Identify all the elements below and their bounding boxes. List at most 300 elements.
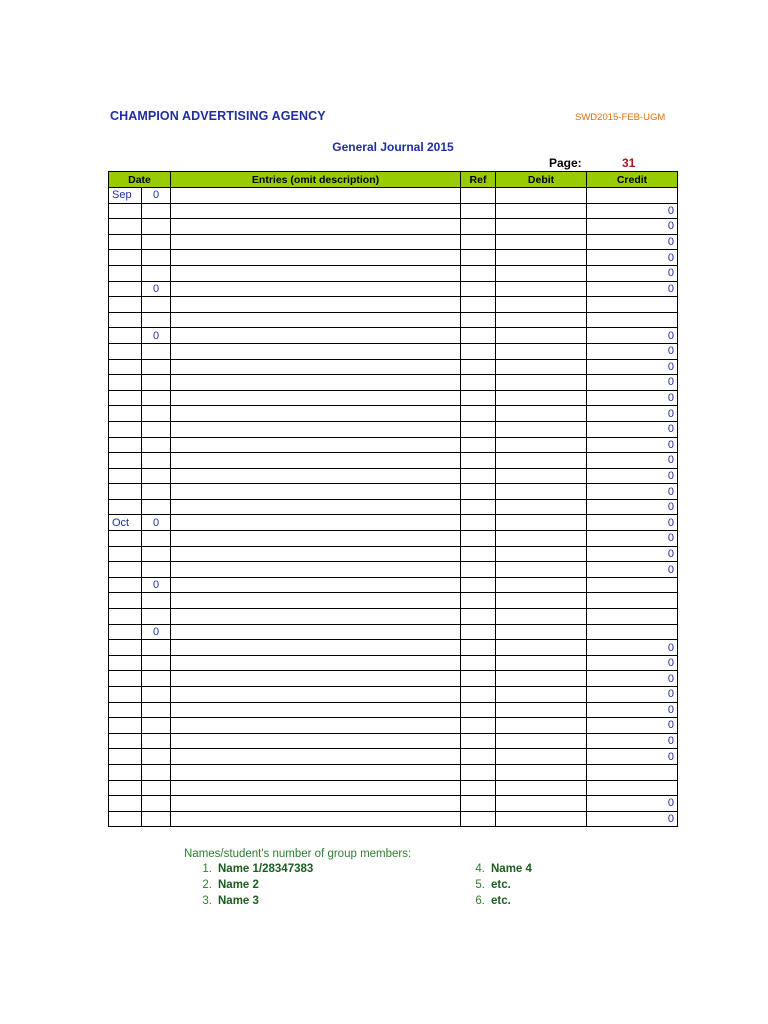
cell-entry[interactable] [171, 265, 461, 281]
cell-debit[interactable] [496, 234, 587, 250]
cell-month[interactable] [109, 265, 142, 281]
cell-month[interactable] [109, 499, 142, 515]
cell-month[interactable] [109, 780, 142, 796]
cell-credit[interactable]: 0 [587, 546, 678, 562]
table-row [109, 546, 678, 562]
cell-ref[interactable] [461, 733, 496, 749]
cell-month[interactable] [109, 343, 142, 359]
cell-day[interactable] [142, 687, 171, 703]
cell-month[interactable] [109, 453, 142, 469]
cell-debit[interactable] [496, 640, 587, 656]
cell-ref[interactable] [461, 546, 496, 562]
cell-credit[interactable]: 0 [587, 562, 678, 578]
cell-credit[interactable]: 0 [587, 499, 678, 515]
cell-month[interactable] [109, 811, 142, 827]
cell-month[interactable] [109, 359, 142, 375]
cell-month[interactable] [109, 593, 142, 609]
cell-credit[interactable]: 0 [587, 234, 678, 250]
cell-debit[interactable] [496, 297, 587, 313]
cell-ref[interactable] [461, 328, 496, 344]
cell-ref[interactable] [461, 609, 496, 625]
cell-credit[interactable]: 0 [587, 219, 678, 235]
cell-entry[interactable] [171, 312, 461, 328]
cell-entry[interactable] [171, 780, 461, 796]
cell-month[interactable] [109, 390, 142, 406]
cell-debit[interactable] [496, 733, 587, 749]
cell-credit[interactable]: 0 [587, 375, 678, 391]
cell-entry[interactable] [171, 203, 461, 219]
cell-entry[interactable] [171, 250, 461, 266]
cell-ref[interactable] [461, 499, 496, 515]
table-row [109, 234, 678, 250]
cell-day[interactable] [142, 297, 171, 313]
cell-debit[interactable] [496, 375, 587, 391]
cell-credit[interactable]: 0 [587, 796, 678, 812]
cell-ref[interactable] [461, 811, 496, 827]
cell-day[interactable] [142, 203, 171, 219]
cell-debit[interactable] [496, 796, 587, 812]
cell-ref[interactable] [461, 375, 496, 391]
cell-ref[interactable] [461, 718, 496, 734]
cell-entry[interactable] [171, 702, 461, 718]
cell-ref[interactable] [461, 265, 496, 281]
cell-month[interactable] [109, 749, 142, 765]
table-row [109, 655, 678, 671]
cell-ref[interactable] [461, 390, 496, 406]
cell-ref[interactable] [461, 297, 496, 313]
cell-month[interactable] [109, 421, 142, 437]
cell-day[interactable] [142, 655, 171, 671]
table-row [109, 437, 678, 453]
member-number: 4. [475, 863, 485, 875]
cell-ref[interactable] [461, 359, 496, 375]
member-number: 3. [202, 895, 212, 907]
table-row [109, 297, 678, 313]
cell-entry[interactable] [171, 718, 461, 734]
cell-debit[interactable] [496, 219, 587, 235]
cell-ref[interactable] [461, 640, 496, 656]
cell-debit[interactable] [496, 468, 587, 484]
table-row [109, 593, 678, 609]
table-row [109, 468, 678, 484]
cell-entry[interactable] [171, 640, 461, 656]
cell-credit[interactable] [587, 312, 678, 328]
cell-debit[interactable] [496, 328, 587, 344]
cell-credit[interactable]: 0 [587, 671, 678, 687]
cell-month[interactable]: Sep [109, 188, 142, 204]
cell-month[interactable] [109, 484, 142, 500]
cell-ref[interactable] [461, 421, 496, 437]
cell-credit[interactable]: 0 [587, 203, 678, 219]
cell-debit[interactable] [496, 624, 587, 640]
cell-day[interactable] [142, 640, 171, 656]
cell-debit[interactable] [496, 421, 587, 437]
cell-debit[interactable] [496, 343, 587, 359]
member-item [184, 895, 259, 907]
cell-entry[interactable] [171, 577, 461, 593]
cell-ref[interactable] [461, 234, 496, 250]
table-row [109, 577, 678, 593]
cell-day[interactable] [142, 749, 171, 765]
cell-entry[interactable] [171, 421, 461, 437]
cell-ref[interactable] [461, 655, 496, 671]
cell-day[interactable] [142, 421, 171, 437]
table-row [109, 375, 678, 391]
cell-month[interactable] [109, 219, 142, 235]
cell-ref[interactable] [461, 203, 496, 219]
cell-ref[interactable] [461, 593, 496, 609]
cell-ref[interactable] [461, 437, 496, 453]
cell-month[interactable] [109, 406, 142, 422]
cell-entry[interactable] [171, 468, 461, 484]
cell-entry[interactable] [171, 562, 461, 578]
cell-credit[interactable]: 0 [587, 687, 678, 703]
cell-day[interactable] [142, 219, 171, 235]
cell-day[interactable] [142, 359, 171, 375]
cell-debit[interactable] [496, 406, 587, 422]
cell-month[interactable] [109, 531, 142, 547]
cell-credit[interactable]: 0 [587, 531, 678, 547]
cell-credit[interactable]: 0 [587, 515, 678, 531]
cell-credit[interactable]: 0 [587, 359, 678, 375]
table-row [109, 796, 678, 812]
cell-ref[interactable] [461, 343, 496, 359]
table-row [109, 328, 678, 344]
cell-day[interactable] [142, 343, 171, 359]
cell-ref[interactable] [461, 453, 496, 469]
cell-entry[interactable] [171, 749, 461, 765]
cell-day[interactable] [142, 811, 171, 827]
cell-entry[interactable] [171, 234, 461, 250]
cell-month[interactable] [109, 687, 142, 703]
cell-month[interactable] [109, 733, 142, 749]
cell-entry[interactable] [171, 655, 461, 671]
cell-ref[interactable] [461, 188, 496, 204]
table-row [109, 265, 678, 281]
cell-debit[interactable] [496, 390, 587, 406]
cell-entry[interactable] [171, 546, 461, 562]
cell-day[interactable] [142, 796, 171, 812]
cell-month[interactable] [109, 546, 142, 562]
cell-entry[interactable] [171, 515, 461, 531]
cell-ref[interactable] [461, 562, 496, 578]
general-journal-table [108, 171, 678, 827]
cell-day[interactable] [142, 250, 171, 266]
cell-credit[interactable]: 0 [587, 281, 678, 297]
cell-day[interactable] [142, 390, 171, 406]
cell-day[interactable] [142, 453, 171, 469]
cell-day[interactable] [142, 546, 171, 562]
cell-ref[interactable] [461, 796, 496, 812]
cell-credit[interactable] [587, 593, 678, 609]
cell-debit[interactable] [496, 718, 587, 734]
table-row [109, 499, 678, 515]
table-row [109, 312, 678, 328]
cell-debit[interactable] [496, 312, 587, 328]
cell-debit[interactable] [496, 437, 587, 453]
cell-day[interactable] [142, 562, 171, 578]
table-row [109, 780, 678, 796]
cell-debit[interactable] [496, 780, 587, 796]
cell-day[interactable] [142, 437, 171, 453]
member-name: Name 3 [218, 895, 259, 907]
table-row [109, 764, 678, 780]
cell-debit[interactable] [496, 265, 587, 281]
table-row [109, 250, 678, 266]
cell-entry[interactable] [171, 811, 461, 827]
cell-day[interactable]: 0 [142, 281, 171, 297]
cell-credit[interactable]: 0 [587, 733, 678, 749]
cell-month[interactable] [109, 250, 142, 266]
cell-ref[interactable] [461, 780, 496, 796]
cell-month[interactable] [109, 718, 142, 734]
cell-day[interactable] [142, 702, 171, 718]
cell-entry[interactable] [171, 219, 461, 235]
cell-credit[interactable]: 0 [587, 343, 678, 359]
cell-day[interactable] [142, 265, 171, 281]
cell-credit[interactable]: 0 [587, 468, 678, 484]
cell-entry[interactable] [171, 359, 461, 375]
cell-credit[interactable] [587, 609, 678, 625]
cell-ref[interactable] [461, 468, 496, 484]
cell-entry[interactable] [171, 406, 461, 422]
cell-debit[interactable] [496, 655, 587, 671]
cell-day[interactable] [142, 609, 171, 625]
cell-entry[interactable] [171, 484, 461, 500]
cell-month[interactable] [109, 764, 142, 780]
cell-month[interactable] [109, 234, 142, 250]
member-item [184, 863, 313, 875]
cell-entry[interactable] [171, 593, 461, 609]
cell-entry[interactable] [171, 390, 461, 406]
cell-day[interactable]: 0 [142, 624, 171, 640]
cell-day[interactable] [142, 406, 171, 422]
cell-credit[interactable]: 0 [587, 484, 678, 500]
cell-entry[interactable] [171, 624, 461, 640]
cell-credit[interactable]: 0 [587, 250, 678, 266]
table-row [109, 453, 678, 469]
cell-ref[interactable] [461, 624, 496, 640]
cell-day[interactable] [142, 780, 171, 796]
cell-entry[interactable] [171, 531, 461, 547]
cell-month[interactable] [109, 203, 142, 219]
cell-credit[interactable]: 0 [587, 421, 678, 437]
cell-credit[interactable]: 0 [587, 655, 678, 671]
table-row [109, 609, 678, 625]
column-header-debit: Debit [496, 172, 587, 188]
cell-credit[interactable] [587, 577, 678, 593]
cell-month[interactable] [109, 702, 142, 718]
cell-debit[interactable] [496, 359, 587, 375]
member-item [457, 895, 511, 907]
cell-debit[interactable] [496, 687, 587, 703]
table-row [109, 749, 678, 765]
cell-month[interactable] [109, 437, 142, 453]
cell-day[interactable] [142, 593, 171, 609]
cell-debit[interactable] [496, 764, 587, 780]
member-name: etc. [491, 879, 511, 891]
members-heading: Names/student's number of group members: [184, 848, 412, 860]
cell-day[interactable]: 0 [142, 188, 171, 204]
cell-month[interactable] [109, 624, 142, 640]
table-row [109, 281, 678, 297]
cell-day[interactable]: 0 [142, 515, 171, 531]
cell-month[interactable]: Oct [109, 515, 142, 531]
cell-debit[interactable] [496, 593, 587, 609]
cell-day[interactable]: 0 [142, 328, 171, 344]
member-number: 1. [202, 863, 212, 875]
cell-debit[interactable] [496, 609, 587, 625]
cell-entry[interactable] [171, 499, 461, 515]
cell-ref[interactable] [461, 577, 496, 593]
member-item [457, 879, 511, 891]
cell-ref[interactable] [461, 515, 496, 531]
cell-debit[interactable] [496, 671, 587, 687]
cell-credit[interactable]: 0 [587, 390, 678, 406]
cell-ref[interactable] [461, 764, 496, 780]
cell-entry[interactable] [171, 764, 461, 780]
member-number: 2. [202, 879, 212, 891]
cell-ref[interactable] [461, 312, 496, 328]
cell-entry[interactable] [171, 188, 461, 204]
cell-debit[interactable] [496, 577, 587, 593]
cell-debit[interactable] [496, 702, 587, 718]
table-row [109, 702, 678, 718]
cell-entry[interactable] [171, 297, 461, 313]
cell-entry[interactable] [171, 343, 461, 359]
member-number: 6. [475, 895, 485, 907]
cell-day[interactable] [142, 375, 171, 391]
cell-credit[interactable]: 0 [587, 406, 678, 422]
cell-debit[interactable] [496, 562, 587, 578]
cell-day[interactable] [142, 764, 171, 780]
column-header-date: Date [109, 172, 171, 188]
cell-credit[interactable]: 0 [587, 640, 678, 656]
table-header-row [109, 172, 678, 188]
cell-ref[interactable] [461, 250, 496, 266]
cell-debit[interactable] [496, 250, 587, 266]
cell-day[interactable] [142, 484, 171, 500]
column-header-ref: Ref [461, 172, 496, 188]
cell-debit[interactable] [496, 531, 587, 547]
cell-ref[interactable] [461, 531, 496, 547]
cell-month[interactable] [109, 312, 142, 328]
cell-credit[interactable]: 0 [587, 811, 678, 827]
cell-day[interactable] [142, 718, 171, 734]
cell-month[interactable] [109, 375, 142, 391]
cell-credit[interactable]: 0 [587, 437, 678, 453]
cell-credit[interactable] [587, 764, 678, 780]
cell-entry[interactable] [171, 281, 461, 297]
cell-entry[interactable] [171, 796, 461, 812]
cell-debit[interactable] [496, 188, 587, 204]
cell-month[interactable] [109, 577, 142, 593]
table-row [109, 687, 678, 703]
cell-month[interactable] [109, 671, 142, 687]
cell-debit[interactable] [496, 484, 587, 500]
table-row [109, 515, 678, 531]
cell-month[interactable] [109, 640, 142, 656]
cell-ref[interactable] [461, 702, 496, 718]
cell-debit[interactable] [496, 281, 587, 297]
page-label: Page: [549, 156, 582, 170]
journal-title: General Journal 2015 [332, 140, 454, 154]
table-row [109, 343, 678, 359]
cell-day[interactable] [142, 468, 171, 484]
cell-debit[interactable] [496, 515, 587, 531]
cell-ref[interactable] [461, 281, 496, 297]
cell-day[interactable] [142, 499, 171, 515]
cell-debit[interactable] [496, 749, 587, 765]
cell-ref[interactable] [461, 687, 496, 703]
cell-credit[interactable]: 0 [587, 265, 678, 281]
cell-day[interactable] [142, 531, 171, 547]
cell-debit[interactable] [496, 546, 587, 562]
cell-entry[interactable] [171, 687, 461, 703]
table-row [109, 671, 678, 687]
cell-month[interactable] [109, 562, 142, 578]
cell-ref[interactable] [461, 484, 496, 500]
table-row [109, 484, 678, 500]
table-row [109, 188, 678, 204]
cell-debit[interactable] [496, 811, 587, 827]
cell-credit[interactable]: 0 [587, 718, 678, 734]
cell-credit[interactable] [587, 780, 678, 796]
cell-month[interactable] [109, 468, 142, 484]
cell-month[interactable] [109, 655, 142, 671]
cell-entry[interactable] [171, 437, 461, 453]
cell-credit[interactable]: 0 [587, 328, 678, 344]
cell-credit[interactable] [587, 624, 678, 640]
cell-credit[interactable]: 0 [587, 702, 678, 718]
table-row [109, 406, 678, 422]
table-row [109, 733, 678, 749]
cell-ref[interactable] [461, 219, 496, 235]
cell-month[interactable] [109, 796, 142, 812]
cell-debit[interactable] [496, 453, 587, 469]
cell-credit[interactable] [587, 188, 678, 204]
cell-month[interactable] [109, 281, 142, 297]
cell-ref[interactable] [461, 406, 496, 422]
cell-day[interactable] [142, 733, 171, 749]
agency-name: CHAMPION ADVERTISING AGENCY [110, 109, 326, 123]
cell-ref[interactable] [461, 671, 496, 687]
cell-entry[interactable] [171, 453, 461, 469]
cell-ref[interactable] [461, 749, 496, 765]
member-number: 5. [475, 879, 485, 891]
column-header-entries: Entries (omit description) [171, 172, 461, 188]
cell-credit[interactable]: 0 [587, 749, 678, 765]
cell-entry[interactable] [171, 375, 461, 391]
cell-day[interactable] [142, 234, 171, 250]
cell-month[interactable] [109, 297, 142, 313]
cell-entry[interactable] [171, 328, 461, 344]
cell-entry[interactable] [171, 671, 461, 687]
cell-month[interactable] [109, 609, 142, 625]
cell-day[interactable] [142, 671, 171, 687]
cell-credit[interactable]: 0 [587, 453, 678, 469]
cell-entry[interactable] [171, 733, 461, 749]
table-row [109, 359, 678, 375]
page-number: 31 [622, 156, 636, 170]
cell-entry[interactable] [171, 609, 461, 625]
cell-month[interactable] [109, 328, 142, 344]
cell-debit[interactable] [496, 499, 587, 515]
cell-credit[interactable] [587, 297, 678, 313]
cell-day[interactable] [142, 312, 171, 328]
cell-debit[interactable] [496, 203, 587, 219]
cell-day[interactable]: 0 [142, 577, 171, 593]
